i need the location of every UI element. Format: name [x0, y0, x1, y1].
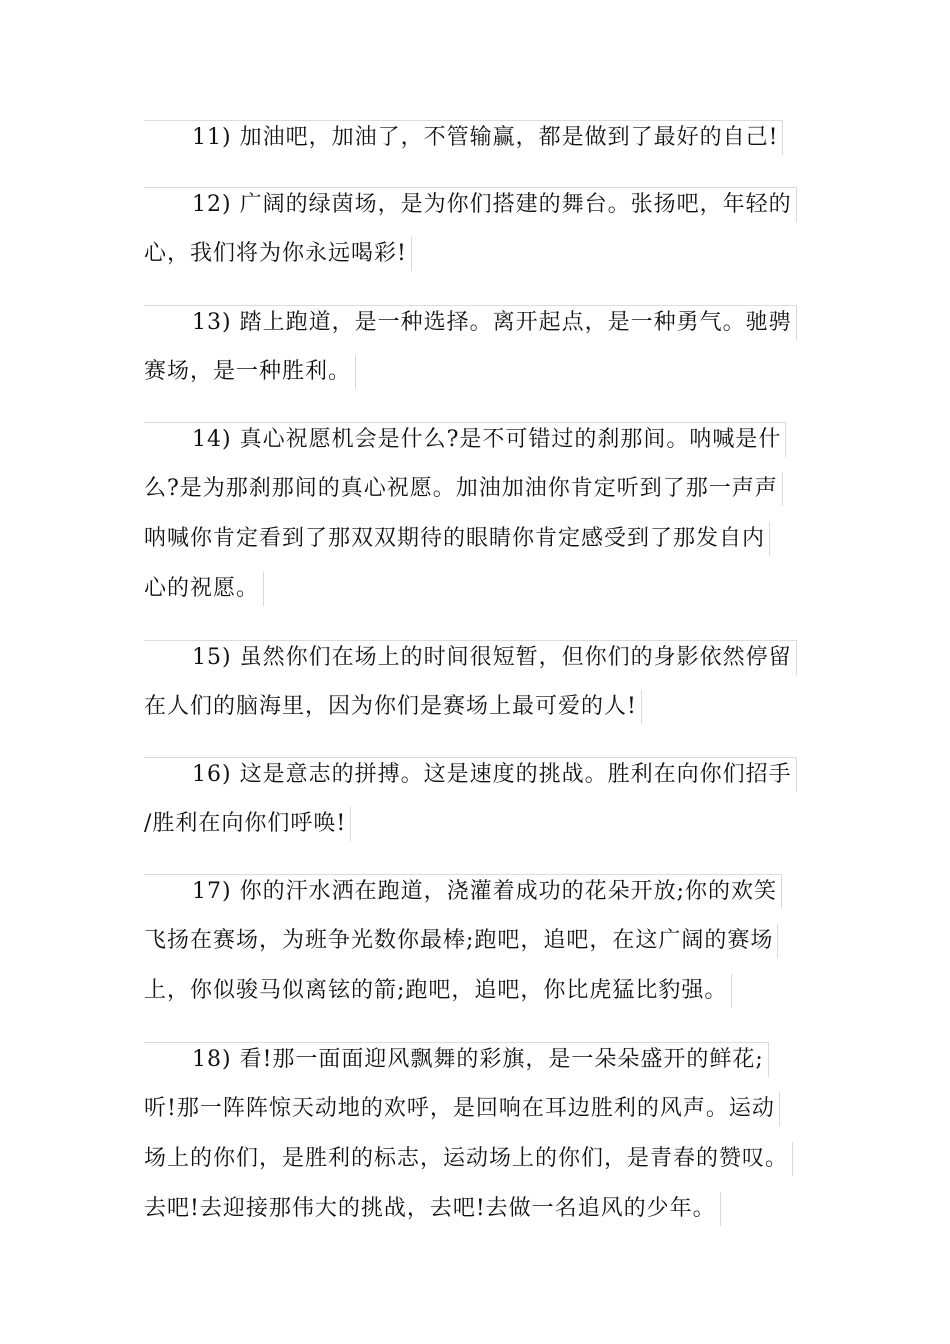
paragraph-line: 15) 虽然你们在场上的时间很短暂，但你们的身影依然停留 — [144, 640, 797, 675]
paragraph-line: 在人们的脑海里，因为你们是赛场上最可爱的人! — [144, 690, 642, 724]
paragraph-line: 上，你似骏马似离铉的箭;跑吧，追吧，你比虎猛比豹强。 — [144, 974, 732, 1008]
paragraph-line: 去吧!去迎接那伟大的挑战，去吧!去做一名追风的少年。 — [144, 1192, 721, 1226]
paragraph-line: 18) 看!那一面面迎风飘舞的彩旗，是一朵朵盛开的鲜花; — [144, 1042, 769, 1077]
paragraph-line: 呐喊你肯定看到了那双双期待的眼睛你肯定感受到了那发自内 — [144, 522, 770, 556]
paragraph-line: /胜利在向你们呼唤! — [144, 807, 351, 841]
paragraph-line: 13) 踏上跑道，是一种选择。离开起点，是一种勇气。驰骋 — [144, 305, 797, 340]
paragraph-line: 心，我们将为你永远喝彩! — [144, 237, 412, 271]
paragraph-line: 听!那一阵阵惊天动地的欢呼，是回响在耳边胜利的风声。运动 — [144, 1092, 780, 1126]
paragraph-line: 11) 加油吧，加油了，不管输赢，都是做到了最好的自己! — [144, 120, 783, 155]
paragraph-line: 14) 真心祝愿机会是什么?是不可错过的刹那间。呐喊是什 — [144, 422, 786, 457]
paragraph-line: 赛场，是一种胜利。 — [144, 355, 356, 389]
paragraph-line: 场上的你们，是胜利的标志，运动场上的你们，是青春的赞叹。 — [144, 1142, 793, 1176]
paragraph-line: 17) 你的汗水洒在跑道，浇灌着成功的花朵开放;你的欢笑 — [144, 874, 782, 909]
paragraph-line: 16) 这是意志的拼搏。这是速度的挑战。胜利在向你们招手 — [144, 757, 797, 792]
paragraph-line: 么?是为那刹那间的真心祝愿。加油加油你肯定听到了那一声声 — [144, 472, 783, 506]
paragraph-line: 飞扬在赛场，为班争光数你最棒;跑吧，追吧，在这广阔的赛场 — [144, 924, 778, 958]
paragraph-line: 12) 广阔的绿茵场，是为你们搭建的舞台。张扬吧，年轻的 — [144, 187, 797, 222]
paragraph-line: 心的祝愿。 — [144, 572, 264, 606]
